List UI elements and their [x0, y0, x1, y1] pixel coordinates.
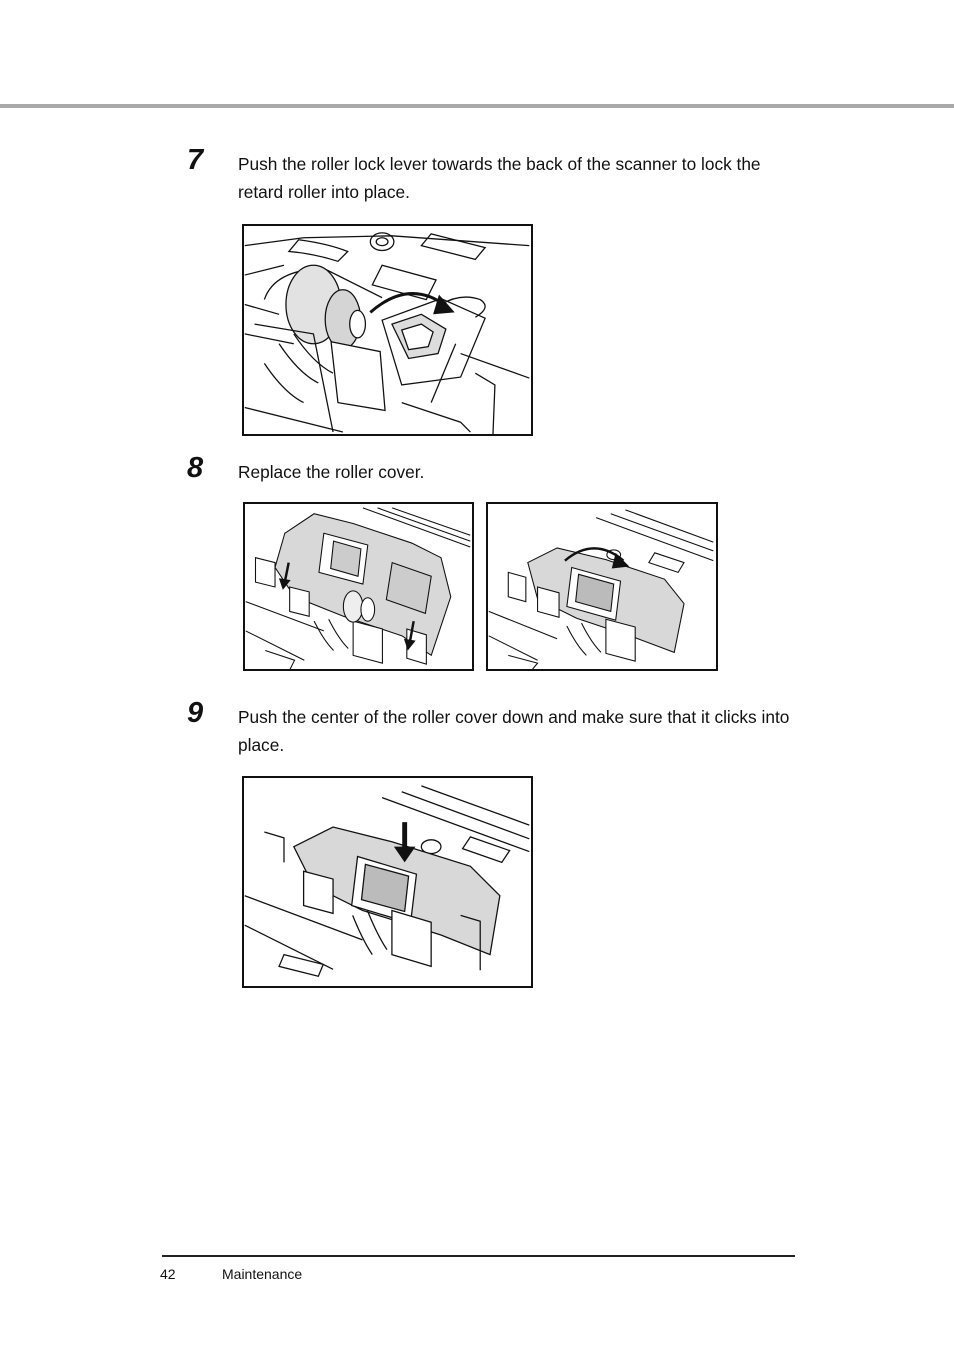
header-rule	[0, 104, 954, 108]
step-9-illustration	[242, 776, 533, 988]
step-7-number: 7	[187, 144, 204, 176]
step-9-text: Push the center of the roller cover down and make sure that it clicks into place.	[238, 707, 790, 755]
step-7-illustration	[242, 224, 533, 436]
page-number: 42	[160, 1266, 176, 1282]
step-9-number: 9	[187, 697, 204, 729]
step-8-illustration-left	[243, 502, 474, 671]
step-8-illustration-right	[486, 502, 718, 671]
step-8-number: 8	[187, 452, 204, 484]
footer-rule	[162, 1255, 795, 1257]
roller-cover-placement-drawing	[245, 504, 472, 669]
step-7-text: Push the roller lock lever towards the back of the scanner to lock the retard roller into place.	[238, 154, 761, 202]
step-8-text: Replace the roller cover.	[238, 462, 425, 482]
roller-cover-press-drawing	[244, 778, 531, 986]
roller-lock-lever-drawing	[244, 226, 531, 434]
roller-cover-closing-drawing	[488, 504, 716, 669]
section-title: Maintenance	[222, 1266, 303, 1282]
